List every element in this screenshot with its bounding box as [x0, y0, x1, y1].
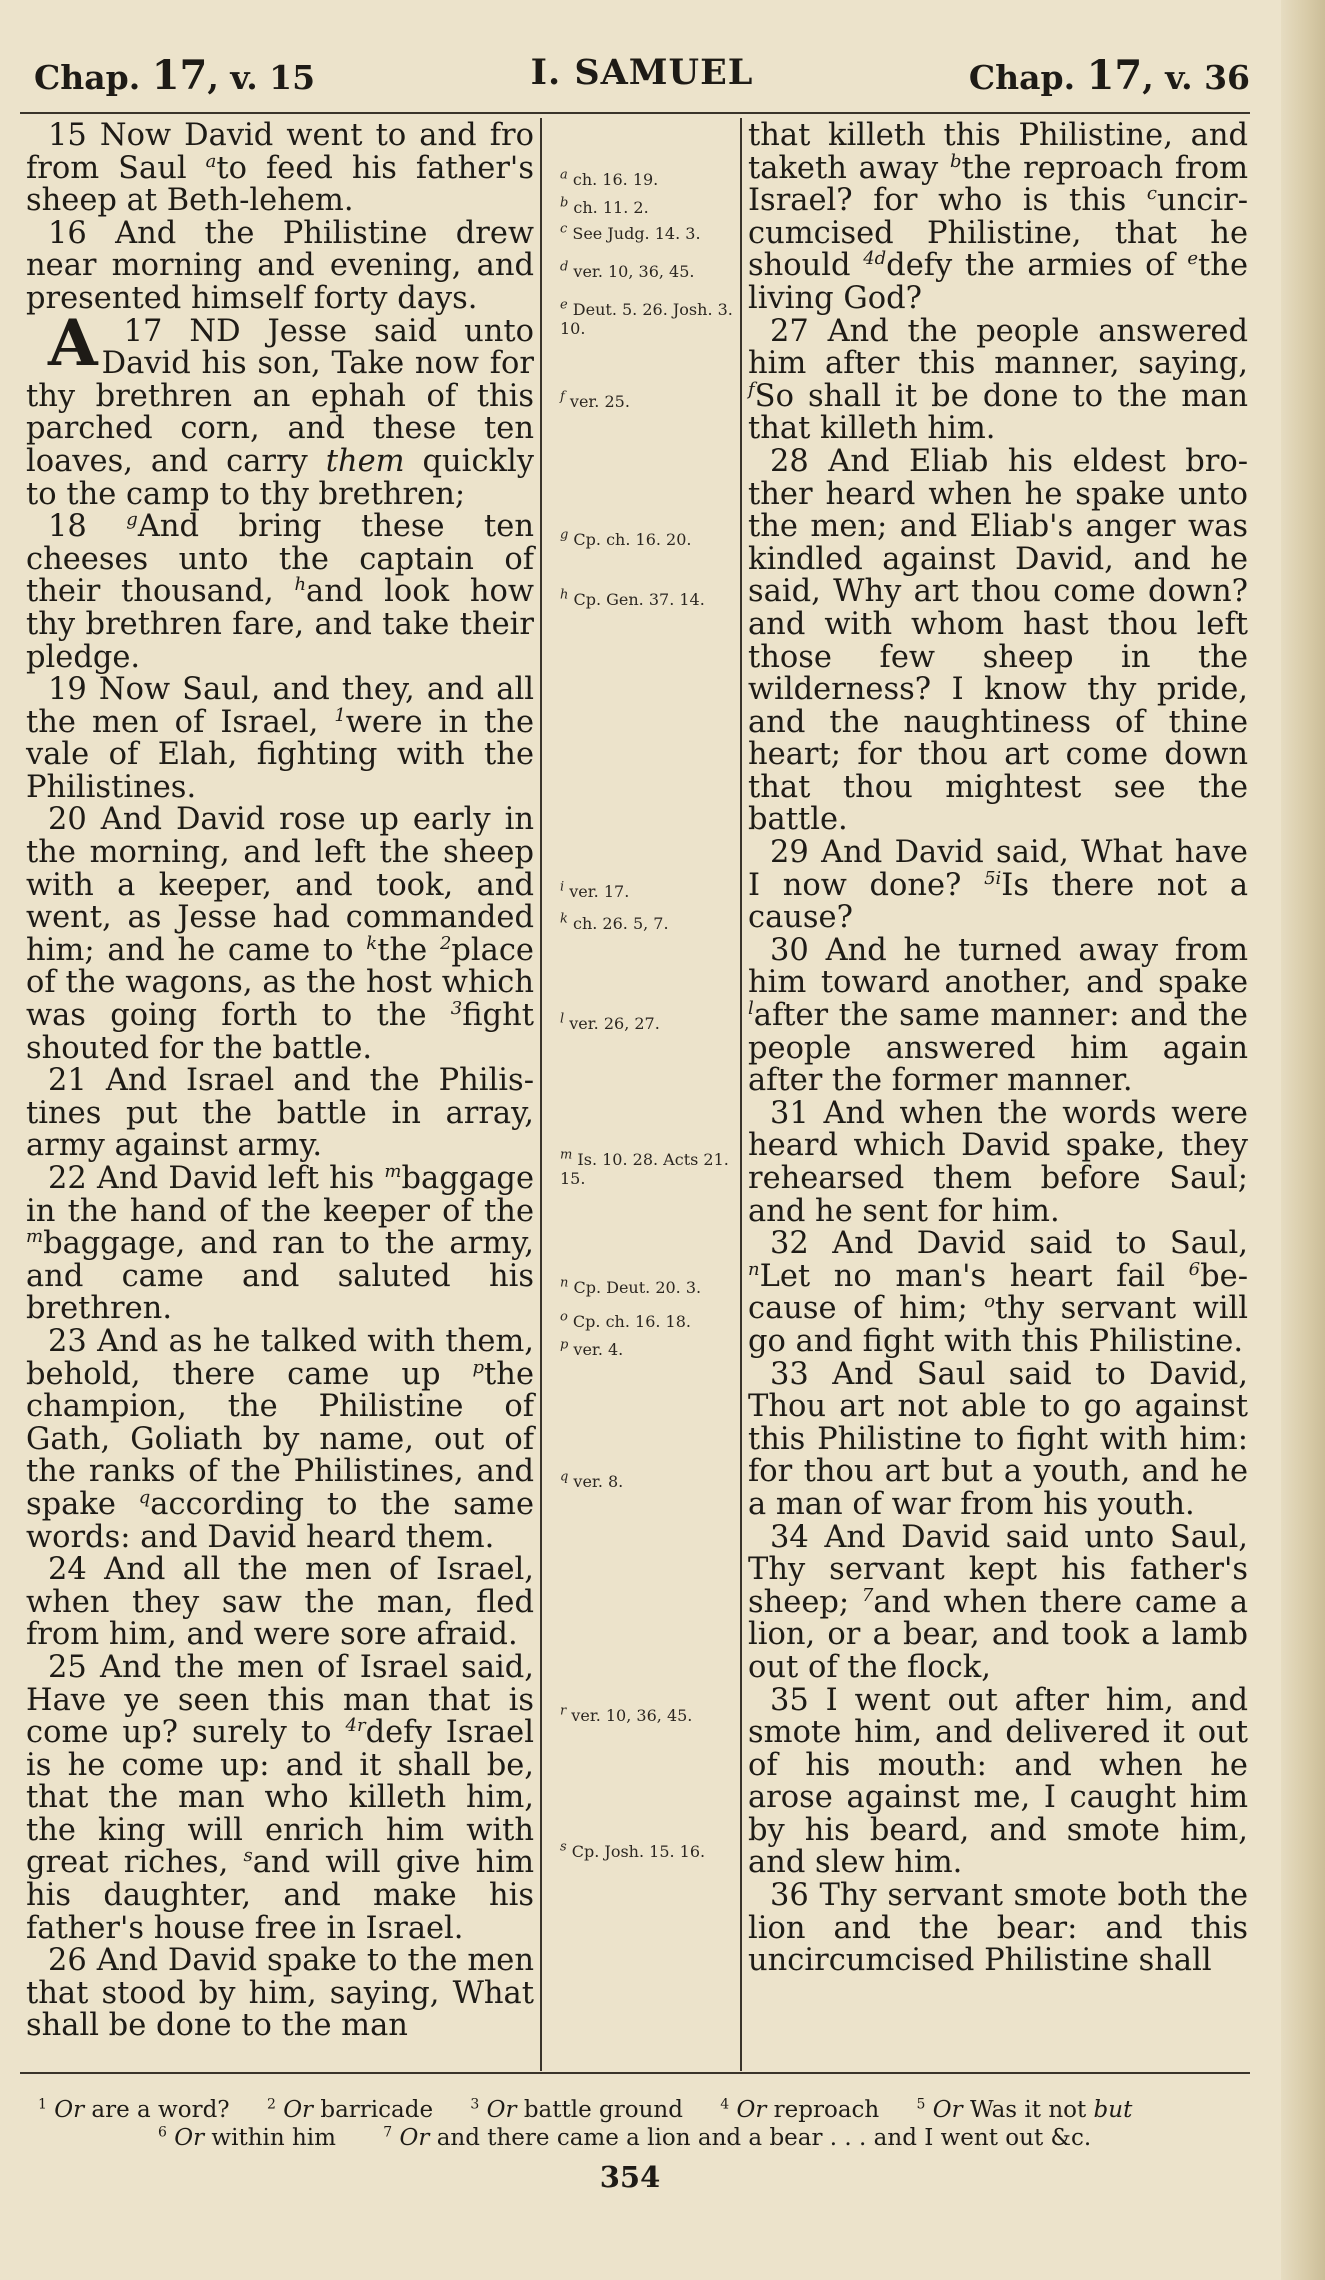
verse-24: [26, 1554, 534, 1652]
reference-mark: 3: [450, 997, 463, 1019]
verse-text: the reproach from Israel? for who is this: [748, 150, 1248, 219]
reference-mark: l: [748, 997, 754, 1019]
verse-text: And the men of Israel said, Have ye seen this man that is come up? surely to: [26, 1649, 534, 1751]
reference-mark: e: [1187, 248, 1199, 270]
verse-text: baggage in the hand of the keeper of the: [26, 1161, 534, 1229]
cross-ref-f: [560, 389, 740, 411]
footnotes: [18, 2096, 1258, 2152]
cross-ref-text: ver. 26, 27.: [564, 1014, 660, 1033]
cross-ref-text: Is. 10. 28. Acts 21. 15.: [560, 1150, 729, 1188]
cross-ref-text: Cp. ch. 16. 20.: [568, 530, 692, 549]
verse-18: [26, 508, 535, 675]
verse-text: And bring these ten cheeses unto the captain of their thousand,: [26, 509, 535, 610]
footnote-row-2: $^6$ Or within him $^7$ Or and there came a lion and a bear . . . and I went out &c.: [158, 2124, 1092, 2151]
verse-text: fight shouted for the battle.: [26, 998, 534, 1066]
reference-mark: p: [472, 1356, 485, 1378]
reference-mark: s: [243, 1845, 253, 1867]
reference-mark: m: [26, 1226, 44, 1248]
cross-ref-letter: e: [560, 297, 568, 313]
reference-mark: 1: [334, 704, 346, 726]
cross-ref-letter: s: [560, 1839, 567, 1855]
cross-ref-letter: p: [560, 1337, 569, 1353]
cross-ref-a: [560, 167, 740, 189]
verse-19: [26, 674, 534, 804]
verse-15: [26, 120, 534, 218]
verse-text: And the people answered him after this manner, saying,: [748, 313, 1248, 382]
cross-ref-k: [560, 911, 740, 933]
verse-number: 17: [123, 313, 163, 349]
cross-ref-n: [560, 1275, 740, 1297]
reference-mark: o: [984, 1291, 996, 1313]
verse-26: [26, 1945, 534, 2043]
verse-text: to feed his father's sheep at Beth-lehem.: [26, 150, 534, 219]
verse-34: [748, 1519, 1248, 1685]
cross-ref-letter: f: [560, 389, 565, 405]
cross-ref-b: [560, 195, 740, 217]
footnote-3: battle ground: [523, 2097, 683, 2123]
cross-ref-letter: q: [560, 1469, 569, 1485]
cross-ref-r: [560, 1703, 740, 1725]
reference-mark: c: [1146, 183, 1157, 205]
cross-ref-c: [560, 221, 740, 243]
reference-mark: f: [748, 378, 755, 400]
cross-ref-letter: r: [560, 1703, 567, 1719]
verse-text: were in the vale of Elah, fighting with the Philistines.: [26, 704, 534, 805]
verse-text: baggage, and ran to the army, and came and saluted his brethren.: [26, 1226, 534, 1327]
reference-mark: h: [294, 574, 307, 596]
header-right: Chap. 17, v. 36: [968, 52, 1250, 99]
text-column-right: [748, 120, 1248, 1978]
verse-number: 15: [48, 118, 87, 153]
cross-ref-text: ver. 17.: [564, 882, 630, 901]
reference-mark: a: [205, 150, 217, 172]
cross-ref-d: [560, 259, 740, 281]
verse-text: thy servant will go and fight with this Philistine.: [748, 1291, 1248, 1359]
verse-text: Now Saul, and they, and all the men of Israel,: [26, 672, 534, 740]
verse-33: [748, 1356, 1248, 1522]
reference-mark: 4d: [863, 248, 887, 270]
cross-ref-o: [560, 1309, 740, 1331]
cross-ref-letter: g: [560, 527, 569, 543]
verse-text: And Eliab his eldest brother heard when he spake unto the men; and Eliab's anger was kindled against David, and he said, Why art thou come down? and with whom hast thou left those few sheep in the wilderness? I know thy pride, and the naughtiness of thine heart; for thou art come down that thou mightest see the battle.: [748, 443, 1248, 838]
reference-mark: m: [384, 1160, 402, 1182]
book-title: I. SAMUEL: [530, 52, 754, 93]
verse-21: [26, 1065, 534, 1163]
verse-29: [748, 837, 1248, 935]
verse-22: [26, 1160, 534, 1327]
verse-continued: [748, 120, 1248, 316]
reference-mark: 2: [439, 932, 452, 954]
italic-text: them: [325, 443, 405, 479]
cross-ref-h: [560, 587, 740, 609]
verse-16: [26, 215, 534, 316]
verse-text: Is there not a cause?: [748, 867, 1248, 936]
cross-ref-letter: b: [560, 195, 569, 211]
verse-25: [26, 1649, 535, 1946]
verse-text: I went out after him, and smote him, and delivered it out of his mouth: and when he arose against me, I caught him by his beard, and smote him, and slew him.: [748, 1682, 1248, 1881]
cross-ref-m: [560, 1147, 740, 1188]
footnote-5: Was it not: [969, 2097, 1087, 2123]
cross-ref-text: ch. 16. 19.: [567, 170, 659, 189]
footnote-row-1: $^1$ Or are a word? $^2$ Or barricade $^3$ Or battle ground $^4$ Or reproach $^5$ Or Was it not but: [38, 2096, 1133, 2123]
verse-number: 31: [770, 1095, 809, 1131]
verse-text: the: [377, 932, 440, 968]
reference-mark: q: [138, 1486, 151, 1508]
running-header: [34, 52, 1250, 102]
reference-mark: 6: [1188, 1258, 1201, 1280]
cross-ref-e: [560, 297, 740, 338]
verse-text: So shall it be done to the man that killeth him.: [748, 378, 1248, 447]
verse-number: 19: [48, 672, 87, 708]
cross-ref-letter: d: [560, 259, 569, 275]
verse-number: 22: [48, 1161, 87, 1196]
verse-text: And as he talked with them, behold, there came up: [26, 1323, 534, 1392]
reference-mark: n: [748, 1258, 760, 1280]
verse-text: And David said, What have I now done?: [748, 835, 1248, 903]
verse-text: Thy servant smote both the lion and the bear: and this uncircumcised Philistine shall: [748, 1878, 1248, 1979]
reference-mark: 4r: [345, 1714, 366, 1736]
footnote-2: barricade: [320, 2097, 434, 2123]
verse-number: 29: [770, 835, 809, 871]
cross-ref-text: Cp. Deut. 20. 3.: [568, 1278, 702, 1297]
page-number: 354: [599, 2160, 661, 2194]
verse-number: 30: [770, 932, 809, 968]
verse-number: 23: [48, 1323, 87, 1359]
verse-text: because of him;: [748, 1258, 1248, 1327]
page-edge: [1281, 0, 1325, 2280]
reference-mark: b: [949, 150, 962, 172]
verse-text: ND Jesse said unto David his son, Take now for thy brethren an ephah of this parched corn, and these ten loaves, and carry: [26, 313, 534, 479]
verse-text: after the same manner: and the people answered him again after the former manner.: [748, 998, 1248, 1099]
verse-number: 24: [48, 1552, 87, 1588]
verse-number: 21: [48, 1063, 87, 1099]
verse-number: 36: [770, 1878, 809, 1914]
verse-number: 34: [770, 1519, 809, 1555]
verse-text: uncircumcised Philistine, that he should: [748, 183, 1248, 284]
verse-number: 25: [48, 1649, 87, 1685]
header-left: Chap. 17, v. 15: [34, 52, 316, 99]
cross-ref-text: See Judg. 14. 3.: [567, 224, 701, 243]
cross-ref-s: [560, 1839, 740, 1861]
footnote-rule: [20, 2072, 1250, 2074]
verse-text: And David said to Saul,: [832, 1226, 1248, 1262]
verse-35: [748, 1682, 1248, 1881]
verse-17: [26, 305, 534, 512]
verse-text: And he turned away from him toward another, and spake: [748, 932, 1248, 1001]
verse-text: And David spake to the men that stood by him, saying, What shall be done to the man: [26, 1943, 534, 2044]
cross-ref-text: Cp. Gen. 37. 14.: [568, 590, 705, 609]
cross-ref-text: ver. 25.: [564, 392, 630, 411]
cross-ref-text: ch. 11. 2.: [568, 198, 649, 217]
verse-text: and when there came a lion, or a bear, and took a lamb out of the flock,: [748, 1584, 1248, 1685]
verse-30: [748, 932, 1248, 1099]
verse-number: 26: [48, 1943, 87, 1979]
cross-ref-text: ch. 26. 5, 7.: [567, 914, 669, 933]
cross-ref-text: Cp. Josh. 15. 16.: [566, 1842, 706, 1861]
cross-ref-text: ver. 8.: [568, 1472, 624, 1491]
verse-text: And David left his: [96, 1161, 385, 1196]
cross-ref-text: ver. 10, 36, 45.: [568, 262, 695, 281]
cross-ref-letter: c: [560, 221, 568, 237]
cross-ref-g: [560, 527, 740, 549]
cross-ref-l: [560, 1011, 740, 1033]
verse-number: 35: [770, 1682, 809, 1718]
verse-text: quickly to the camp to thy brethren;: [26, 443, 534, 512]
verse-23: [26, 1323, 534, 1555]
cross-ref-letter: a: [560, 167, 568, 183]
verse-number: 28: [770, 443, 809, 479]
verse-text: And David said unto Saul, Thy servant kept his father's sheep;: [748, 1519, 1248, 1620]
cross-ref-p: [560, 1337, 740, 1359]
cross-ref-letter: m: [560, 1147, 573, 1163]
footnote-6: within him: [211, 2125, 336, 2151]
column-rule-right: [740, 118, 742, 2071]
verse-number: 16: [48, 215, 87, 251]
cross-ref-letter: k: [560, 911, 568, 927]
cross-ref-letter: n: [560, 1275, 569, 1291]
text-column-left: [26, 120, 534, 2043]
reference-mark: 7: [861, 1584, 874, 1606]
verse-text: and will give him his daughter, and make his father's house free in Israel.: [26, 1845, 535, 1946]
verse-text: And David rose up early in the morning, and left the sheep with a keeper, and took, and went, as Jesse had commanded him; and he came to: [26, 802, 535, 968]
verse-number: 27: [770, 313, 809, 349]
reference-mark: k: [366, 932, 378, 954]
cross-ref-q: [560, 1469, 740, 1491]
verse-text: the champion, the Philistine of Gath, Goliath by name, out of the ranks of the Philistines, and spake: [26, 1356, 534, 1522]
verse-text: according to the same words: and David heard them.: [26, 1486, 534, 1555]
cross-ref-i: [560, 879, 740, 901]
footnote-4: reproach: [773, 2097, 880, 2123]
verse-number: 33: [770, 1356, 809, 1392]
verse-text: defy the armies of: [886, 248, 1188, 284]
verse-text: And Israel and the Philistines put the battle in array, army against army.: [26, 1063, 535, 1164]
reference-mark: 5i: [984, 867, 1002, 889]
header-rule: [20, 112, 1250, 114]
column-rule-left: [540, 118, 542, 2071]
verse-text: And the Philistine drew near morning and evening, and presented himself forty days.: [26, 215, 534, 316]
verse-20: [26, 804, 534, 1065]
cross-ref-letter: h: [560, 587, 569, 603]
verse-number: 32: [770, 1226, 809, 1262]
verse-text: that killeth this Philistine, and taketh away: [748, 118, 1248, 186]
verse-number: 18: [48, 509, 87, 545]
cross-ref-letter: i: [560, 879, 565, 895]
verse-text: And when the words were heard which David spake, they rehearsed them before Saul; and he sent for him.: [748, 1095, 1248, 1229]
verse-36: [748, 1880, 1248, 1978]
verse-text: and look how thy brethren fare, and take their pledge.: [26, 574, 534, 675]
verse-32: [748, 1228, 1248, 1358]
verse-text: And Saul said to David, Thou art not able to go against this Philistine to fight with him: for thou art but a youth, and he a man of war from his youth.: [748, 1356, 1248, 1522]
verse-number: 20: [48, 802, 87, 838]
footnote-1: are a word?: [91, 2097, 230, 2123]
cross-ref-text: Deut. 5. 26. Josh. 3. 10.: [560, 300, 733, 338]
cross-ref-letter: o: [560, 1309, 568, 1325]
cross-ref-text: ver. 4.: [568, 1340, 624, 1359]
verse-text: And all the men of Israel, when they saw the man, fled from him, and were sore afraid.: [26, 1552, 534, 1653]
verse-text: Let no man's heart fail: [759, 1258, 1189, 1294]
verse-text: place of the wagons, as the host which was going forth to the: [26, 932, 534, 1034]
verse-27: [748, 313, 1248, 447]
verse-text: Now David went to and fro from Saul: [26, 118, 534, 186]
verse-31: [748, 1095, 1248, 1229]
footnote-7: and there came a lion and a bear . . . and I went out &c.: [436, 2125, 1092, 2151]
cross-ref-letter: l: [560, 1011, 565, 1027]
verse-text: the living God?: [748, 248, 1248, 316]
cross-ref-text: Cp. ch. 16. 18.: [567, 1312, 691, 1331]
reference-mark: g: [126, 508, 138, 530]
cross-ref-text: ver. 10, 36, 45.: [566, 1706, 693, 1725]
drop-cap: A: [48, 305, 98, 381]
verse-text: defy Israel is he come up: and it shall be, that the man who killeth him, the king will enrich him with great riches,: [26, 1715, 534, 1881]
verse-28: [748, 443, 1248, 838]
